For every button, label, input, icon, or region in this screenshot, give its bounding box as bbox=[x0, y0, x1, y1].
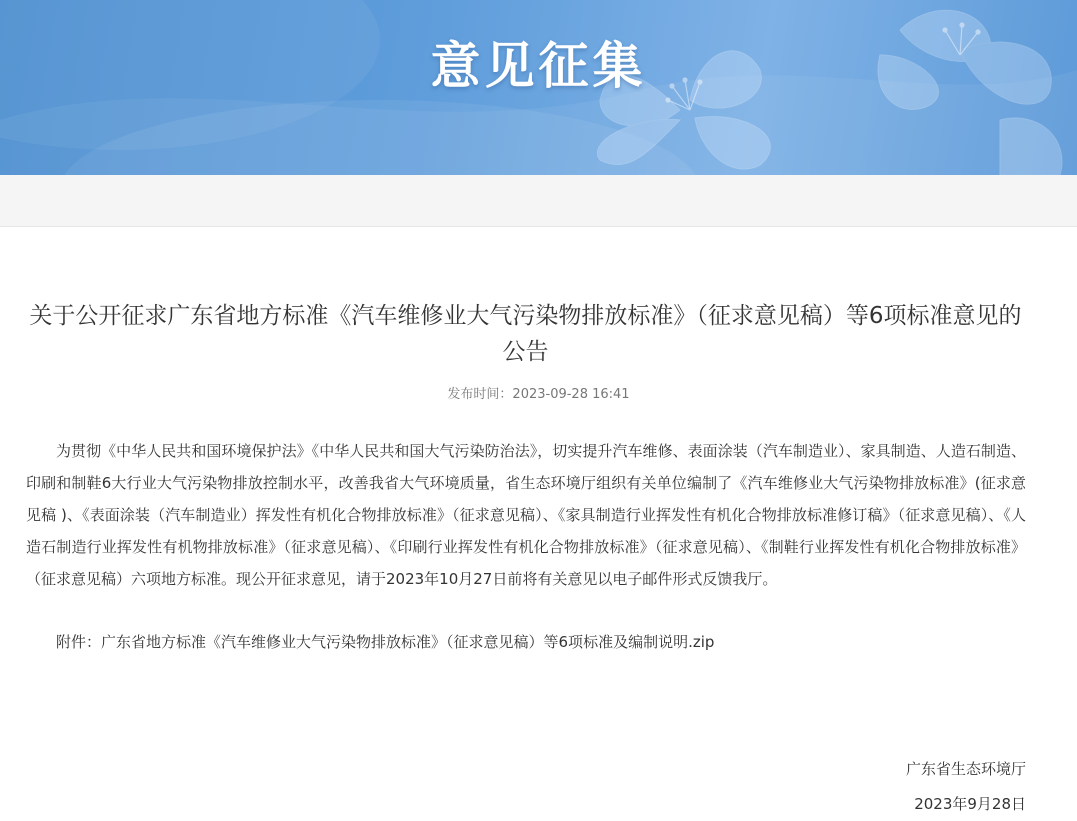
nav-strip bbox=[0, 175, 1077, 227]
body-paragraph: 为贯彻《中华人民共和国环境保护法》《中华人民共和国大气污染防治法》，切实提升汽车维修、表面涂装（汽车制造业）、家具制造、人造石制造、印刷和制鞋6大行业大气污染物排放控制水平，改善我省大气环境质量，省生态环境厅组织有关单位编制了《汽车维修业大气污染物排放标准》(征求意见稿 )、《表面涂装（汽车制造业）挥发性有机化合物排放标准》（征求意见稿）、《家具制造行业挥发性有机化合物排放标准修订稿》（征求意见稿）、《人造石制造行业挥发性有机物排放标准》（征求意见稿）、《印刷行业挥发性有机化合物排放标准》（征求意见稿）、《制鞋行业挥发性有机化合物排放标准》（征求意见稿）六项地方标准。现公开征求意见，请于2023年10月27日前将有关意见以电子邮件形式反馈我厅。 bbox=[26, 442, 1026, 588]
publish-info bbox=[0, 383, 1077, 402]
attachment-line bbox=[26, 626, 1026, 658]
attachment-link[interactable]: 广东省地方标准《汽车维修业大气污染物排放标准》（征求意见稿）等6项标准及编制说明.zip bbox=[101, 633, 715, 651]
publish-time: 2023-09-28 16:41 bbox=[512, 387, 630, 402]
article-body bbox=[26, 435, 1026, 595]
signature-org: 广东省生态环境厅 bbox=[905, 760, 1026, 778]
signature-date: 2023年9月28日 bbox=[914, 795, 1026, 813]
publish-label: 发布时间： bbox=[447, 387, 513, 402]
page-banner bbox=[0, 0, 1077, 175]
banner-title: 意见征集 bbox=[430, 37, 647, 95]
article-title: 关于公开征求广东省地方标准《汽车维修业大气污染物排放标准》（征求意见稿）等6项标准意见的公告 bbox=[29, 303, 1022, 365]
attachment-label: 附件： bbox=[56, 633, 102, 651]
